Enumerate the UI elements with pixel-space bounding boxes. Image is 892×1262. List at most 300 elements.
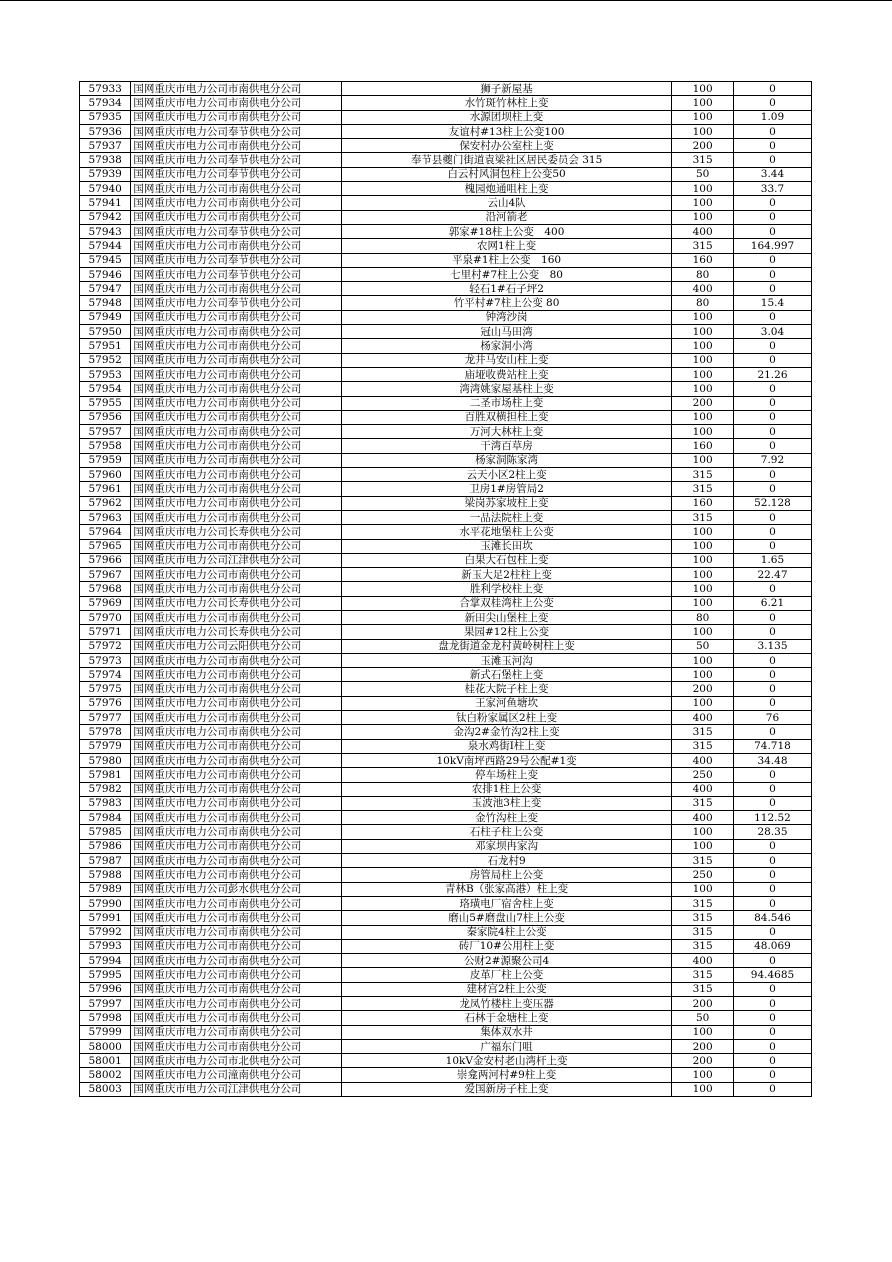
capacity-cell: 200: [672, 1039, 734, 1053]
table-row: [80, 110, 812, 124]
supply-unit-cell: 国网重庆市电力公司奉节供电分公司: [131, 253, 341, 267]
table-row: [80, 310, 812, 324]
row-id-cell: 57972: [80, 639, 131, 653]
value-cell: 112.52: [733, 811, 811, 825]
table-row: [80, 711, 812, 725]
value-cell: 7.92: [733, 453, 811, 467]
value-cell: 94.4685: [733, 968, 811, 982]
transformer-name-cell: 新田尖山堡柱上变: [341, 610, 672, 624]
table-row: [80, 367, 812, 381]
row-id-cell: 57988: [80, 868, 131, 882]
value-cell: 0: [733, 882, 811, 896]
table-row: [80, 525, 812, 539]
row-id-cell: 57939: [80, 167, 131, 181]
capacity-cell: 160: [672, 496, 734, 510]
capacity-cell: 100: [672, 453, 734, 467]
value-cell: 34.48: [733, 753, 811, 767]
table-row: [80, 997, 812, 1011]
value-cell: 3.135: [733, 639, 811, 653]
capacity-cell: 200: [672, 396, 734, 410]
transformer-name-cell: 钛白粉家属区2柱上变: [341, 711, 672, 725]
table-row: [80, 267, 812, 281]
supply-unit-cell: 国网重庆市电力公司奉节供电分公司: [131, 124, 341, 138]
value-cell: 0: [733, 682, 811, 696]
transformer-name-cell: 胜利学校柱上变: [341, 582, 672, 596]
supply-unit-cell: 国网重庆市电力公司奉节供电分公司: [131, 224, 341, 238]
capacity-cell: 100: [672, 839, 734, 853]
row-id-cell: 57991: [80, 911, 131, 925]
row-id-cell: 57971: [80, 625, 131, 639]
row-id-cell: 57986: [80, 839, 131, 853]
row-id-cell: 57936: [80, 124, 131, 138]
table-row: [80, 1025, 812, 1039]
transformer-name-cell: 皮革厂柱上公变: [341, 968, 672, 982]
transformer-name-cell: 磨山5#磨盘山7柱上公变: [341, 911, 672, 925]
capacity-cell: 160: [672, 439, 734, 453]
table-row: [80, 911, 812, 925]
capacity-cell: 315: [672, 725, 734, 739]
value-cell: 0: [733, 868, 811, 882]
transformer-name-cell: 10kV金安村老山湾杆上变: [341, 1054, 672, 1068]
supply-unit-cell: 国网重庆市电力公司市南供电分公司: [131, 796, 341, 810]
value-cell: 0: [733, 1039, 811, 1053]
supply-unit-cell: 国网重庆市电力公司市南供电分公司: [131, 282, 341, 296]
table-row: [80, 82, 812, 96]
row-id-cell: 57976: [80, 696, 131, 710]
capacity-cell: 160: [672, 253, 734, 267]
supply-unit-cell: 国网重庆市电力公司市南供电分公司: [131, 739, 341, 753]
supply-unit-cell: 国网重庆市电力公司市南供电分公司: [131, 182, 341, 196]
transformer-name-cell: 杨家洞小湾: [341, 339, 672, 353]
transformer-name-cell: 盘龙街道金龙村黄岭树柱上变: [341, 639, 672, 653]
transformer-name-cell: 爱国新房子柱上变: [341, 1082, 672, 1096]
value-cell: 1.09: [733, 110, 811, 124]
capacity-cell: 100: [672, 82, 734, 96]
value-cell: 52.128: [733, 496, 811, 510]
row-id-cell: 57967: [80, 568, 131, 582]
supply-unit-cell: 国网重庆市电力公司市南供电分公司: [131, 782, 341, 796]
value-cell: 0: [733, 124, 811, 138]
row-id-cell: 57987: [80, 854, 131, 868]
supply-unit-cell: 国网重庆市电力公司市南供电分公司: [131, 925, 341, 939]
table-row: [80, 167, 812, 181]
table-row: [80, 868, 812, 882]
table-row: [80, 382, 812, 396]
value-cell: 0: [733, 696, 811, 710]
supply-unit-cell: 国网重庆市电力公司市南供电分公司: [131, 439, 341, 453]
supply-unit-cell: 国网重庆市电力公司长寿供电分公司: [131, 625, 341, 639]
capacity-cell: 400: [672, 954, 734, 968]
supply-unit-cell: 国网重庆市电力公司市南供电分公司: [131, 1025, 341, 1039]
transformer-name-cell: 竹平村#7柱上公变 80: [341, 296, 672, 310]
value-cell: 22.47: [733, 568, 811, 582]
row-id-cell: 57941: [80, 196, 131, 210]
transformer-name-cell: 平泉#1柱上公变 160: [341, 253, 672, 267]
capacity-cell: 250: [672, 868, 734, 882]
value-cell: 0: [733, 82, 811, 96]
capacity-cell: 400: [672, 782, 734, 796]
transformer-name-cell: 果园#12柱上公变: [341, 625, 672, 639]
table-row: [80, 553, 812, 567]
supply-unit-cell: 国网重庆市电力公司市南供电分公司: [131, 868, 341, 882]
value-cell: 28.35: [733, 825, 811, 839]
table-row: [80, 425, 812, 439]
capacity-cell: 50: [672, 639, 734, 653]
supply-unit-cell: 国网重庆市电力公司市南供电分公司: [131, 825, 341, 839]
table-row: [80, 282, 812, 296]
value-cell: 0: [733, 854, 811, 868]
supply-unit-cell: 国网重庆市电力公司长寿供电分公司: [131, 525, 341, 539]
capacity-cell: 315: [672, 739, 734, 753]
row-id-cell: 57995: [80, 968, 131, 982]
table-row: [80, 668, 812, 682]
table-row: [80, 124, 812, 138]
row-id-cell: 57990: [80, 896, 131, 910]
transformer-name-cell: 云山4队: [341, 196, 672, 210]
transformer-name-cell: 七里村#7柱上公变 80: [341, 267, 672, 281]
transformer-name-cell: 保安村办公室柱上变: [341, 139, 672, 153]
capacity-cell: 100: [672, 553, 734, 567]
supply-unit-cell: 国网重庆市电力公司市南供电分公司: [131, 997, 341, 1011]
supply-unit-cell: 国网重庆市电力公司市南供电分公司: [131, 954, 341, 968]
supply-unit-cell: 国网重庆市电力公司江津供电分公司: [131, 1082, 341, 1096]
supply-unit-cell: 国网重庆市电力公司市南供电分公司: [131, 339, 341, 353]
supply-unit-cell: 国网重庆市电力公司市南供电分公司: [131, 610, 341, 624]
table-row: [80, 896, 812, 910]
table-row: [80, 1068, 812, 1082]
supply-unit-cell: 国网重庆市电力公司市南供电分公司: [131, 539, 341, 553]
table-row: [80, 596, 812, 610]
transformer-name-cell: 一品法院柱上变: [341, 510, 672, 524]
supply-unit-cell: 国网重庆市电力公司潼南供电分公司: [131, 1068, 341, 1082]
table-row: [80, 210, 812, 224]
capacity-cell: 315: [672, 510, 734, 524]
row-id-cell: 57959: [80, 453, 131, 467]
supply-unit-cell: 国网重庆市电力公司市南供电分公司: [131, 210, 341, 224]
data-table: [79, 81, 812, 1097]
transformer-name-cell: 冠山马田湾: [341, 325, 672, 339]
row-id-cell: 57935: [80, 110, 131, 124]
value-cell: 0: [733, 510, 811, 524]
table-row: [80, 739, 812, 753]
supply-unit-cell: 国网重庆市电力公司市南供电分公司: [131, 668, 341, 682]
capacity-cell: 100: [672, 367, 734, 381]
supply-unit-cell: 国网重庆市电力公司市南供电分公司: [131, 367, 341, 381]
capacity-cell: 100: [672, 310, 734, 324]
value-cell: 0: [733, 1068, 811, 1082]
supply-unit-cell: 国网重庆市电力公司市南供电分公司: [131, 653, 341, 667]
table-row: [80, 296, 812, 310]
supply-unit-cell: 国网重庆市电力公司云阳供电分公司: [131, 639, 341, 653]
transformer-name-cell: 万河大林柱上变: [341, 425, 672, 439]
table-row: [80, 882, 812, 896]
row-id-cell: 57980: [80, 753, 131, 767]
capacity-cell: 400: [672, 753, 734, 767]
value-cell: 21.26: [733, 367, 811, 381]
row-id-cell: 57973: [80, 653, 131, 667]
transformer-name-cell: 砖厂10#公用柱上变: [341, 939, 672, 953]
table-row: [80, 539, 812, 553]
row-id-cell: 57994: [80, 954, 131, 968]
transformer-name-cell: 槐园炮通咀柱上变: [341, 182, 672, 196]
value-cell: 0: [733, 668, 811, 682]
row-id-cell: 57954: [80, 382, 131, 396]
value-cell: 0: [733, 539, 811, 553]
row-id-cell: 57997: [80, 997, 131, 1011]
capacity-cell: 100: [672, 625, 734, 639]
supply-unit-cell: 国网重庆市电力公司市南供电分公司: [131, 110, 341, 124]
transformer-name-cell: 石林于金塘柱上变: [341, 1011, 672, 1025]
transformer-name-cell: 玉滩玉河沟: [341, 653, 672, 667]
supply-unit-cell: 国网重庆市电力公司市南供电分公司: [131, 982, 341, 996]
supply-unit-cell: 国网重庆市电力公司彭水供电分公司: [131, 882, 341, 896]
capacity-cell: 315: [672, 796, 734, 810]
page-top-rule: [0, 0, 892, 1]
table-row: [80, 325, 812, 339]
supply-unit-cell: 国网重庆市电力公司市南供电分公司: [131, 1011, 341, 1025]
row-id-cell: 58002: [80, 1068, 131, 1082]
capacity-cell: 100: [672, 1025, 734, 1039]
capacity-cell: 100: [672, 339, 734, 353]
value-cell: 0: [733, 425, 811, 439]
row-id-cell: 57975: [80, 682, 131, 696]
value-cell: 15.4: [733, 296, 811, 310]
row-id-cell: 57963: [80, 510, 131, 524]
capacity-cell: 50: [672, 167, 734, 181]
capacity-cell: 100: [672, 1082, 734, 1096]
row-id-cell: 57996: [80, 982, 131, 996]
value-cell: 0: [733, 253, 811, 267]
table-row: [80, 625, 812, 639]
supply-unit-cell: 国网重庆市电力公司市南供电分公司: [131, 453, 341, 467]
supply-unit-cell: 国网重庆市电力公司市南供电分公司: [131, 496, 341, 510]
value-cell: 0: [733, 468, 811, 482]
supply-unit-cell: 国网重庆市电力公司市南供电分公司: [131, 96, 341, 110]
transformer-name-cell: 集体双水井: [341, 1025, 672, 1039]
row-id-cell: 57982: [80, 782, 131, 796]
transformer-name-cell: 玉波池3柱上变: [341, 796, 672, 810]
table-row: [80, 782, 812, 796]
value-cell: 0: [733, 196, 811, 210]
supply-unit-cell: 国网重庆市电力公司市南供电分公司: [131, 382, 341, 396]
table-row: [80, 453, 812, 467]
transformer-name-cell: 崇龛两河村#9柱上变: [341, 1068, 672, 1082]
row-id-cell: 57965: [80, 539, 131, 553]
value-cell: 0: [733, 782, 811, 796]
value-cell: 0: [733, 925, 811, 939]
transformer-name-cell: 狮子新屋基: [341, 82, 672, 96]
supply-unit-cell: 国网重庆市电力公司市南供电分公司: [131, 725, 341, 739]
table-row: [80, 353, 812, 367]
value-cell: 0: [733, 982, 811, 996]
value-cell: 74.718: [733, 739, 811, 753]
value-cell: 0: [733, 267, 811, 281]
row-id-cell: 57934: [80, 96, 131, 110]
capacity-cell: 200: [672, 997, 734, 1011]
capacity-cell: 100: [672, 582, 734, 596]
value-cell: 0: [733, 410, 811, 424]
value-cell: 0: [733, 610, 811, 624]
capacity-cell: 100: [672, 182, 734, 196]
transformer-name-cell: 房管局柱上公变: [341, 868, 672, 882]
supply-unit-cell: 国网重庆市电力公司市南供电分公司: [131, 896, 341, 910]
capacity-cell: 400: [672, 282, 734, 296]
row-id-cell: 57983: [80, 796, 131, 810]
table-row: [80, 153, 812, 167]
capacity-cell: 80: [672, 610, 734, 624]
value-cell: 3.44: [733, 167, 811, 181]
row-id-cell: 57968: [80, 582, 131, 596]
supply-unit-cell: 国网重庆市电力公司奉节供电分公司: [131, 167, 341, 181]
capacity-cell: 100: [672, 1068, 734, 1082]
transformer-name-cell: 水源团坝柱上变: [341, 110, 672, 124]
table-row: [80, 396, 812, 410]
row-id-cell: 57945: [80, 253, 131, 267]
value-cell: 0: [733, 582, 811, 596]
capacity-cell: 315: [672, 896, 734, 910]
transformer-name-cell: 龙井马安山柱上变: [341, 353, 672, 367]
capacity-cell: 100: [672, 353, 734, 367]
capacity-cell: 400: [672, 811, 734, 825]
table-row: [80, 825, 812, 839]
transformer-name-cell: 卫房1#房管局2: [341, 482, 672, 496]
transformer-name-cell: 梁岗苏家坡柱上变: [341, 496, 672, 510]
transformer-name-cell: 龙凤竹楼柱上变压器: [341, 997, 672, 1011]
table-row: [80, 1082, 812, 1096]
value-cell: 48.069: [733, 939, 811, 953]
supply-unit-cell: 国网重庆市电力公司市南供电分公司: [131, 139, 341, 153]
row-id-cell: 57933: [80, 82, 131, 96]
table-row: [80, 854, 812, 868]
table-row: [80, 196, 812, 210]
row-id-cell: 57956: [80, 410, 131, 424]
value-cell: 0: [733, 1025, 811, 1039]
supply-unit-cell: 国网重庆市电力公司市南供电分公司: [131, 711, 341, 725]
value-cell: 0: [733, 310, 811, 324]
transformer-name-cell: 石龙村9: [341, 854, 672, 868]
capacity-cell: 100: [672, 596, 734, 610]
value-cell: 0: [733, 96, 811, 110]
row-id-cell: 57948: [80, 296, 131, 310]
value-cell: 0: [733, 796, 811, 810]
capacity-cell: 250: [672, 768, 734, 782]
table-row: [80, 968, 812, 982]
table-row: [80, 582, 812, 596]
value-cell: 84.546: [733, 911, 811, 925]
row-id-cell: 57937: [80, 139, 131, 153]
supply-unit-cell: 国网重庆市电力公司江津供电分公司: [131, 553, 341, 567]
table-row: [80, 468, 812, 482]
supply-unit-cell: 国网重庆市电力公司奉节供电分公司: [131, 267, 341, 281]
value-cell: 0: [733, 396, 811, 410]
supply-unit-cell: 国网重庆市电力公司市南供电分公司: [131, 911, 341, 925]
row-id-cell: 57946: [80, 267, 131, 281]
row-id-cell: 57942: [80, 210, 131, 224]
value-cell: 0: [733, 482, 811, 496]
capacity-cell: 100: [672, 653, 734, 667]
supply-unit-cell: 国网重庆市电力公司市南供电分公司: [131, 753, 341, 767]
row-id-cell: 57958: [80, 439, 131, 453]
table-row: [80, 410, 812, 424]
row-id-cell: 57953: [80, 367, 131, 381]
transformer-name-cell: 金竹沟柱上变: [341, 811, 672, 825]
transformer-name-cell: 新式石堡柱上变: [341, 668, 672, 682]
capacity-cell: 100: [672, 110, 734, 124]
transformer-name-cell: 轻石1#石子坪2: [341, 282, 672, 296]
supply-unit-cell: 国网重庆市电力公司市南供电分公司: [131, 468, 341, 482]
value-cell: 0: [733, 139, 811, 153]
capacity-cell: 315: [672, 911, 734, 925]
row-id-cell: 57978: [80, 725, 131, 739]
transformer-name-cell: 桂花大院子柱上变: [341, 682, 672, 696]
transformer-name-cell: 玉滩长田坎: [341, 539, 672, 553]
capacity-cell: 315: [672, 982, 734, 996]
row-id-cell: 57938: [80, 153, 131, 167]
capacity-cell: 100: [672, 410, 734, 424]
capacity-cell: 315: [672, 968, 734, 982]
table-row: [80, 925, 812, 939]
row-id-cell: 57952: [80, 353, 131, 367]
transformer-name-cell: 公财2#源聚公司4: [341, 954, 672, 968]
transformer-name-cell: 农排1柱上公变: [341, 782, 672, 796]
capacity-cell: 100: [672, 325, 734, 339]
row-id-cell: 57957: [80, 425, 131, 439]
row-id-cell: 57985: [80, 825, 131, 839]
table-row: [80, 1039, 812, 1053]
value-cell: 76: [733, 711, 811, 725]
transformer-name-cell: 杨家洞陈家湾: [341, 453, 672, 467]
supply-unit-cell: 国网重庆市电力公司市南供电分公司: [131, 1039, 341, 1053]
capacity-cell: 100: [672, 525, 734, 539]
supply-unit-cell: 国网重庆市电力公司市南供电分公司: [131, 239, 341, 253]
supply-unit-cell: 国网重庆市电力公司市北供电分公司: [131, 1054, 341, 1068]
row-id-cell: 57951: [80, 339, 131, 353]
transformer-name-cell: 建材宫2柱上公变: [341, 982, 672, 996]
transformer-name-cell: 奉节县夔门街道袁梁社区居民委员会 315: [341, 153, 672, 167]
transformer-name-cell: 停车场柱上变: [341, 768, 672, 782]
table-row: [80, 696, 812, 710]
transformer-name-cell: 云天小区2柱上变: [341, 468, 672, 482]
transformer-name-cell: 水平花地堡柱上公变: [341, 525, 672, 539]
table-row: [80, 811, 812, 825]
supply-unit-cell: 国网重庆市电力公司市南供电分公司: [131, 811, 341, 825]
value-cell: 3.04: [733, 325, 811, 339]
table-row: [80, 839, 812, 853]
capacity-cell: 100: [672, 825, 734, 839]
value-cell: 0: [733, 954, 811, 968]
supply-unit-cell: 国网重庆市电力公司市南供电分公司: [131, 839, 341, 853]
supply-unit-cell: 国网重庆市电力公司市南供电分公司: [131, 582, 341, 596]
value-cell: 0: [733, 1082, 811, 1096]
table-row: [80, 1011, 812, 1025]
supply-unit-cell: 国网重庆市电力公司奉节供电分公司: [131, 153, 341, 167]
row-id-cell: 58000: [80, 1039, 131, 1053]
table-row: [80, 139, 812, 153]
capacity-cell: 100: [672, 210, 734, 224]
transformer-name-cell: 沿河箭老: [341, 210, 672, 224]
capacity-cell: 100: [672, 425, 734, 439]
value-cell: 164.997: [733, 239, 811, 253]
transformer-name-cell: 秦家院4柱上公变: [341, 925, 672, 939]
transformer-name-cell: 友谊村#13柱上公变100: [341, 124, 672, 138]
value-cell: 33.7: [733, 182, 811, 196]
supply-unit-cell: 国网重庆市电力公司市南供电分公司: [131, 396, 341, 410]
table-row: [80, 610, 812, 624]
row-id-cell: 57981: [80, 768, 131, 782]
table-row: [80, 224, 812, 238]
supply-unit-cell: 国网重庆市电力公司市南供电分公司: [131, 510, 341, 524]
value-cell: 6.21: [733, 596, 811, 610]
